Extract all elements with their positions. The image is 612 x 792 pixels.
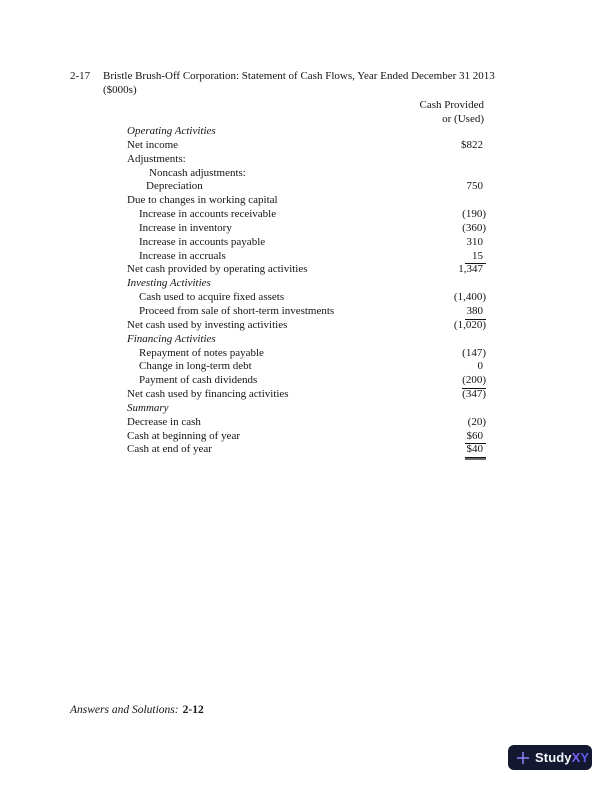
row-amount-value: (147) xyxy=(462,346,486,359)
statement-row xyxy=(127,263,486,277)
studyxy-logo xyxy=(508,745,592,770)
row-label: Net income xyxy=(127,138,179,151)
row-amount xyxy=(461,139,486,153)
statement-rows xyxy=(127,125,486,457)
statement-row xyxy=(127,277,486,291)
title-block xyxy=(70,69,570,97)
column-header-line1: Cash Provided xyxy=(419,99,484,111)
row-amount-value: 1,347 xyxy=(458,263,483,276)
row-label: Increase in inventory xyxy=(139,221,232,234)
row-amount-value: (200) xyxy=(462,374,486,389)
statement-row xyxy=(127,125,486,139)
row-label: Cash used to acquire fixed assets xyxy=(139,291,285,304)
statement-row xyxy=(127,388,486,402)
row-label: Noncash adjustments: xyxy=(149,166,246,179)
row-amount-value: 310 xyxy=(466,235,483,248)
statement-row xyxy=(127,153,486,167)
statement-row xyxy=(127,430,486,444)
row-amount xyxy=(465,180,486,194)
row-amount-value: $822 xyxy=(461,138,483,151)
statement-row xyxy=(127,305,486,319)
row-amount-value: (1,400) xyxy=(453,291,486,304)
row-label: Financing Activities xyxy=(127,332,216,345)
row-label: Investing Activities xyxy=(127,277,211,290)
row-amount xyxy=(465,360,486,374)
row-label: Proceed from sale of short-term investments xyxy=(139,304,335,317)
statement-row xyxy=(127,194,486,208)
statement-row xyxy=(127,360,486,374)
row-amount-value: 380 xyxy=(465,305,486,320)
title-line xyxy=(70,69,570,83)
statement-row xyxy=(127,374,486,388)
row-amount xyxy=(462,347,486,361)
row-amount-value: (360) xyxy=(462,221,486,234)
row-amount-value: $40 xyxy=(465,443,486,458)
statement-row xyxy=(127,236,486,250)
logo-text-y: Y xyxy=(580,750,590,765)
row-amount-value: (1,020) xyxy=(453,318,486,331)
row-label: Repayment of notes payable xyxy=(139,346,264,359)
plus-icon xyxy=(516,751,530,765)
row-amount xyxy=(468,416,486,430)
statement-row xyxy=(127,222,486,236)
footer xyxy=(70,704,204,716)
row-amount-value: (190) xyxy=(462,208,486,221)
row-label: Cash at end of year xyxy=(127,443,212,456)
logo-text-study: Study xyxy=(535,750,572,765)
page-title: Bristle Brush-Off Corporation: Statement of Cash Flows, Year Ended December 31 2013 xyxy=(103,70,495,82)
statement-row xyxy=(127,333,486,347)
logo-text xyxy=(535,750,589,765)
row-amount-value: (347) xyxy=(462,388,486,401)
amount-column-header xyxy=(286,99,486,126)
row-label: Adjustments: xyxy=(127,152,186,165)
column-header-line2: or (Used) xyxy=(442,112,484,125)
row-label: Depreciation xyxy=(146,180,203,193)
statement-row xyxy=(127,319,486,333)
row-amount-value: 0 xyxy=(477,360,483,373)
statement-row xyxy=(127,167,486,181)
row-amount xyxy=(465,250,486,264)
row-amount xyxy=(454,319,486,333)
row-amount xyxy=(454,291,486,305)
statement-row xyxy=(127,250,486,264)
statement-row xyxy=(127,402,486,416)
statement-row xyxy=(127,208,486,222)
row-amount xyxy=(465,430,486,444)
row-label: Due to changes in working capital xyxy=(127,194,278,207)
problem-number: 2-17 xyxy=(70,70,91,82)
logo-text-x: X xyxy=(571,750,581,765)
title-subtitle: ($000s) xyxy=(103,84,137,96)
row-label: Increase in accounts payable xyxy=(139,235,266,248)
row-label: Net cash used by investing activities xyxy=(127,318,288,331)
statement-row xyxy=(127,180,486,194)
row-label: Operating Activities xyxy=(127,125,216,137)
row-amount xyxy=(465,236,486,250)
row-label: Net cash used by financing activities xyxy=(127,388,289,401)
row-amount-value: 15 xyxy=(465,250,486,265)
row-amount xyxy=(462,388,486,402)
row-label: Increase in accruals xyxy=(139,249,226,262)
row-label: Increase in accounts receivable xyxy=(139,208,277,221)
row-label: Summary xyxy=(127,401,169,414)
row-amount xyxy=(458,263,486,277)
row-label: Payment of cash dividends xyxy=(139,374,258,387)
row-label: Net cash provided by operating activities xyxy=(127,263,308,276)
row-amount xyxy=(465,443,486,457)
row-label: Decrease in cash xyxy=(127,415,201,428)
row-amount xyxy=(465,305,486,319)
statement-row xyxy=(127,291,486,305)
row-amount xyxy=(462,222,486,236)
row-label: Cash at beginning of year xyxy=(127,429,241,442)
statement-row xyxy=(127,416,486,430)
statement-row xyxy=(127,139,486,153)
footer-label: Answers and Solutions: xyxy=(70,704,179,716)
footer-page-ref: 2-12 xyxy=(182,704,204,716)
statement-row xyxy=(127,347,486,361)
row-amount xyxy=(462,374,486,388)
row-label: Change in long-term debt xyxy=(139,360,252,373)
row-amount xyxy=(462,208,486,222)
row-amount-value: $60 xyxy=(465,430,486,445)
row-amount-value: 750 xyxy=(466,180,483,193)
row-amount-value: (20) xyxy=(467,415,486,428)
statement-row xyxy=(127,443,486,457)
